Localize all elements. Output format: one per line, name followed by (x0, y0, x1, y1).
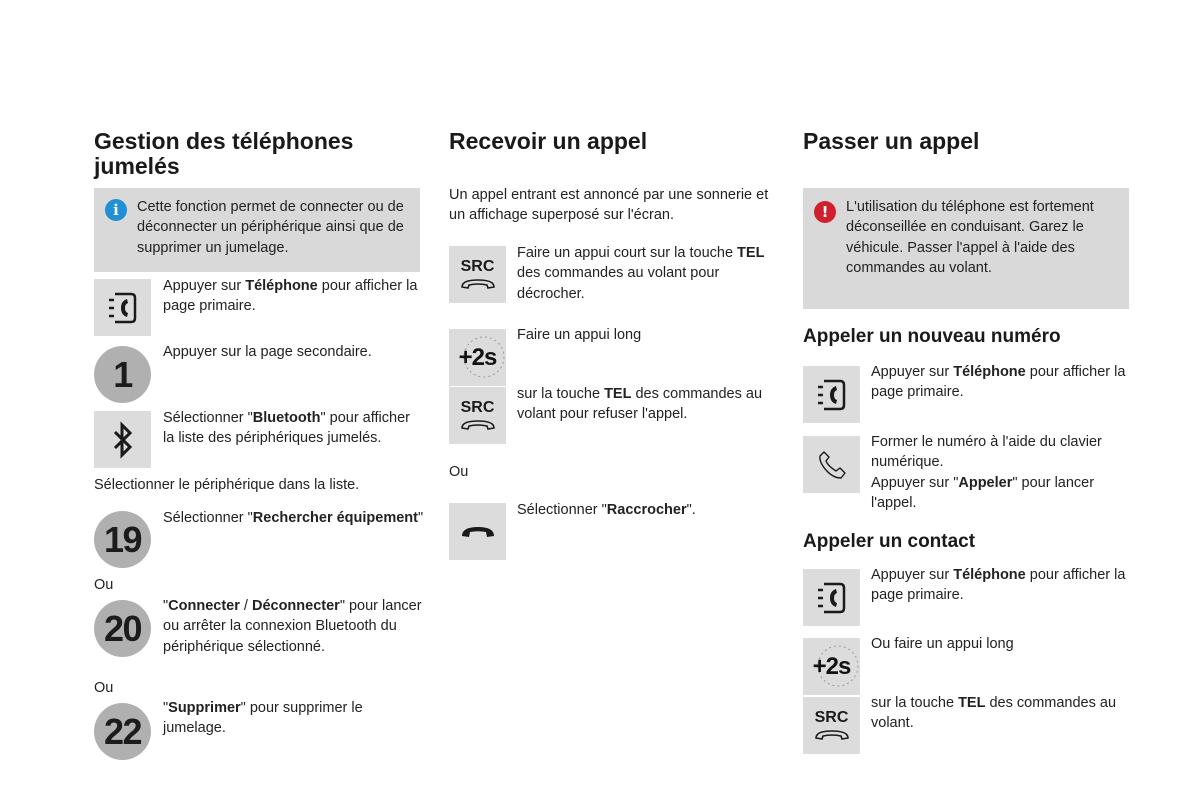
telephone-menu-icon (803, 569, 860, 626)
step-open-phone: Appuyer sur Téléphone pour afficher la page primaire. (163, 278, 418, 315)
step-badge-19: 19 (94, 511, 151, 568)
step-long-press-contact: Ou faire un appui long (871, 636, 1014, 652)
src-tel-button-icon (803, 697, 860, 754)
hang-up-icon (449, 503, 506, 560)
long-press-2s-icon (449, 329, 506, 386)
handset-icon (459, 419, 497, 431)
step-badge-1: 1 (94, 346, 151, 403)
step-dial-number: Former le numéro à l'aide du clavier numérique. Appuyer sur "Appeler" pour lancer l'appel. (871, 434, 1102, 511)
info-icon: i (105, 199, 127, 221)
step-search-device: Sélectionner "Rechercher équipement" (163, 510, 424, 526)
handset-icon (459, 278, 497, 290)
info-note (94, 188, 420, 272)
step-answer-call: Faire un appui court sur la touche TEL des commandes au volant pour décrocher. (517, 245, 765, 302)
step-secondary-page: Appuyer sur la page secondaire. (163, 344, 372, 360)
phone-handset-outline-icon (803, 436, 860, 493)
step-badge-20: 20 (94, 600, 151, 657)
long-press-2s-icon (803, 638, 860, 695)
or-label-3: Ou (449, 464, 469, 480)
src-label: SRC (814, 709, 849, 726)
section-title-receive-call: Recevoir un appel (449, 128, 648, 154)
subtitle-call-contact: Appeler un contact (803, 531, 976, 552)
src-label: SRC (460, 258, 495, 275)
step-tel-contact: sur la touche TEL des commandes au volant. (871, 695, 1117, 732)
src-tel-button-icon (449, 387, 506, 444)
step-bluetooth: Sélectionner "Bluetooth" pour afficher la liste des périphériques jumelés. (163, 410, 410, 447)
step-connect-disconnect: "Connecter / Déconnecter" pour lancer ou arrêter la connexion Bluetooth du périphérique sélectionné. (163, 598, 422, 655)
info-note-text: Cette fonction permet de connecter ou de déconnecter un périphérique ainsi que de supprimer un jumelage. (137, 199, 404, 256)
step-open-phone-contact: Appuyer sur Téléphone pour afficher la page primaire. (871, 567, 1126, 604)
warning-note-text: L'utilisation du téléphone est fortement déconseillée en conduisant. Garez le véhicule. Passer l'appel à l'aide des commandes au volant. (846, 199, 1094, 276)
step-delete-pairing: "Supprimer" pour supprimer le jumelage. (163, 700, 363, 737)
warning-note (803, 188, 1129, 309)
long-press-label: +2s (458, 343, 497, 371)
receive-call-intro: Un appel entrant est annoncé par une sonnerie et un affichage superposé sur l'écran. (449, 187, 769, 224)
or-label-1: Ou (94, 577, 114, 593)
bluetooth-icon (94, 411, 151, 468)
handset-icon (813, 729, 851, 741)
warning-icon: ! (814, 201, 836, 223)
section-title-paired-phones: Gestion des téléphones jumelés (94, 128, 354, 179)
subtitle-new-number: Appeler un nouveau numéro (803, 326, 1061, 347)
src-tel-button-icon (449, 246, 506, 303)
step-open-phone-new-number: Appuyer sur Téléphone pour afficher la page primaire. (871, 364, 1126, 401)
long-press-label: +2s (812, 652, 851, 680)
src-label: SRC (460, 399, 495, 416)
step-refuse-call: sur la touche TEL des commandes au volant pour refuser l'appel. (517, 386, 763, 423)
telephone-menu-icon (94, 279, 151, 336)
section-title-make-call: Passer un appel (803, 128, 980, 154)
step-long-press: Faire un appui long (517, 327, 642, 343)
step-hang-up: Sélectionner "Raccrocher". (517, 502, 696, 518)
step-select-device: Sélectionner le périphérique dans la liste. (94, 477, 360, 493)
telephone-menu-icon (803, 366, 860, 423)
step-badge-22: 22 (94, 703, 151, 760)
or-label-2: Ou (94, 680, 114, 696)
